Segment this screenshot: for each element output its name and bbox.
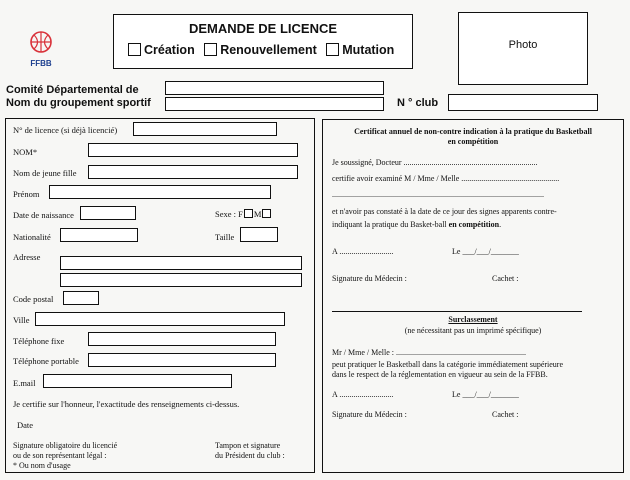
nationalite-field[interactable] <box>60 228 138 242</box>
date-cert-line: Le ___/___/_______ <box>452 247 519 256</box>
certifie-line: certifie avoir examiné M / Mme / Melle ................................................. <box>332 174 560 183</box>
licence-no-label: N° de licence (si déjà licencié) <box>13 125 118 135</box>
soussigne-line: Je soussigné, Docteur ................................................................... <box>332 158 538 167</box>
photo-box[interactable] <box>458 12 588 85</box>
surclassement-subtitle: (ne nécessitant pas un imprimé spécifique) <box>404 326 542 335</box>
cachet-label-2: Cachet : <box>492 410 519 419</box>
groupement-label: Nom du groupement sportif <box>6 97 151 109</box>
prenom-field[interactable] <box>49 185 271 199</box>
certif-text: Je certifie sur l'honneur, l'exactitude des renseignements ci-dessus. <box>13 399 240 409</box>
adresse-field-1[interactable] <box>60 256 302 270</box>
renouvellement-checkbox[interactable] <box>204 43 217 56</box>
tampon-line2: du Président du club : <box>215 451 285 460</box>
nom-jeune-fille-field[interactable] <box>88 165 298 179</box>
en-competition-emphasis: en compétition <box>448 220 500 229</box>
tel-fixe-field[interactable] <box>88 332 276 346</box>
ffbb-logo <box>26 30 56 66</box>
mutation-checkbox[interactable] <box>326 43 339 56</box>
medical-panel <box>322 119 624 473</box>
code-postal-label: Code postal <box>13 294 54 304</box>
tel-portable-label: Téléphone portable <box>13 356 79 366</box>
taille-field[interactable] <box>240 227 278 242</box>
constate-line2-text: indiquant la pratique du Basket-ball <box>332 220 449 229</box>
constate-line1: et n'avoir pas constaté à la date de ce jour des signes apparents contre- <box>332 207 557 216</box>
basketball-icon <box>26 30 56 54</box>
date-label: Date <box>17 420 34 430</box>
adresse-field-2[interactable] <box>60 273 302 287</box>
surclassement-title: Surclassement <box>448 315 498 324</box>
email-field[interactable] <box>43 374 232 388</box>
signature-licencie-line1: Signature obligatoire du licencié <box>13 441 118 450</box>
numero-club-label: N ° club <box>397 97 439 109</box>
lieu-line-2: A ........................... <box>332 390 394 399</box>
nom-usage-note: * Ou nom d'usage <box>13 461 71 470</box>
option-renouvellement-label: Renouvellement <box>220 43 317 57</box>
date-naissance-field[interactable] <box>80 206 136 220</box>
mr-mme-line: Mr / Mme / Melle : ................................................................. <box>332 348 526 357</box>
nom-jeune-fille-label: Nom de jeune fille <box>13 168 77 178</box>
cert-title-line2: en compétition <box>447 137 499 146</box>
licence-no-field[interactable] <box>133 122 277 136</box>
email-label: E.mail <box>13 378 36 388</box>
nom-field[interactable] <box>88 143 298 157</box>
peut-line2: dans le respect de la réglementation en vigueur au sein de la FFBB. <box>332 370 548 379</box>
sexe-f-checkbox[interactable] <box>244 209 253 218</box>
constate-line2-period: . <box>499 220 502 229</box>
signature-medecin-label: Signature du Médecin : <box>332 274 407 283</box>
sexe-m-checkbox[interactable] <box>262 209 271 218</box>
nom-label: NOM* <box>13 147 38 157</box>
option-mutation-label: Mutation <box>342 43 395 57</box>
comite-label: Comité Départemental de <box>6 84 139 96</box>
ville-field[interactable] <box>35 312 285 326</box>
nationalite-label: Nationalité <box>13 232 51 242</box>
option-creation[interactable] <box>128 43 195 57</box>
sexe-label: Sexe : F <box>215 209 243 219</box>
option-mutation[interactable] <box>326 43 394 57</box>
sexe-group <box>215 209 272 219</box>
adresse-label: Adresse <box>13 252 41 262</box>
code-postal-field[interactable] <box>63 291 99 305</box>
section-divider <box>332 311 582 312</box>
creation-checkbox[interactable] <box>128 43 141 56</box>
constate-line2 <box>332 220 501 229</box>
sexe-m-label: M <box>253 209 262 219</box>
prenom-label: Prénom <box>13 189 40 199</box>
date-naissance-label: Date de naissance <box>13 210 74 220</box>
groupement-field[interactable] <box>165 97 384 111</box>
cachet-label: Cachet : <box>492 274 519 283</box>
peut-line1: peut pratiquer le Basketball dans la catégorie immédiatement supérieure <box>332 360 564 369</box>
tampon-line1: Tampon et signature <box>215 441 281 450</box>
header-box <box>113 14 413 69</box>
signature-medecin-label-2: Signature du Médecin : <box>332 410 407 419</box>
numero-club-field[interactable] <box>448 94 598 111</box>
logo-text: FFBB <box>30 59 52 68</box>
page-title: DEMANDE DE LICENCE <box>188 21 338 36</box>
comite-field[interactable] <box>165 81 384 95</box>
type-options <box>128 43 394 57</box>
photo-label: Photo <box>508 39 538 51</box>
tel-fixe-label: Téléphone fixe <box>13 336 65 346</box>
date-surclass-line: Le ___/___/_______ <box>452 390 519 399</box>
ville-label: Ville <box>13 315 30 325</box>
taille-label: Taille <box>215 232 235 242</box>
lieu-line: A ........................... <box>332 247 394 256</box>
signature-licencie-line2: ou de son représentant légal : <box>13 451 107 460</box>
option-creation-label: Création <box>144 43 195 57</box>
cert-title-line1: Certificat annuel de non-contre indication à la pratique du Basketball <box>354 127 592 136</box>
tel-portable-field[interactable] <box>88 353 276 367</box>
dots-line: .......................................................................................................... <box>332 190 544 199</box>
option-renouvellement[interactable] <box>204 43 317 57</box>
